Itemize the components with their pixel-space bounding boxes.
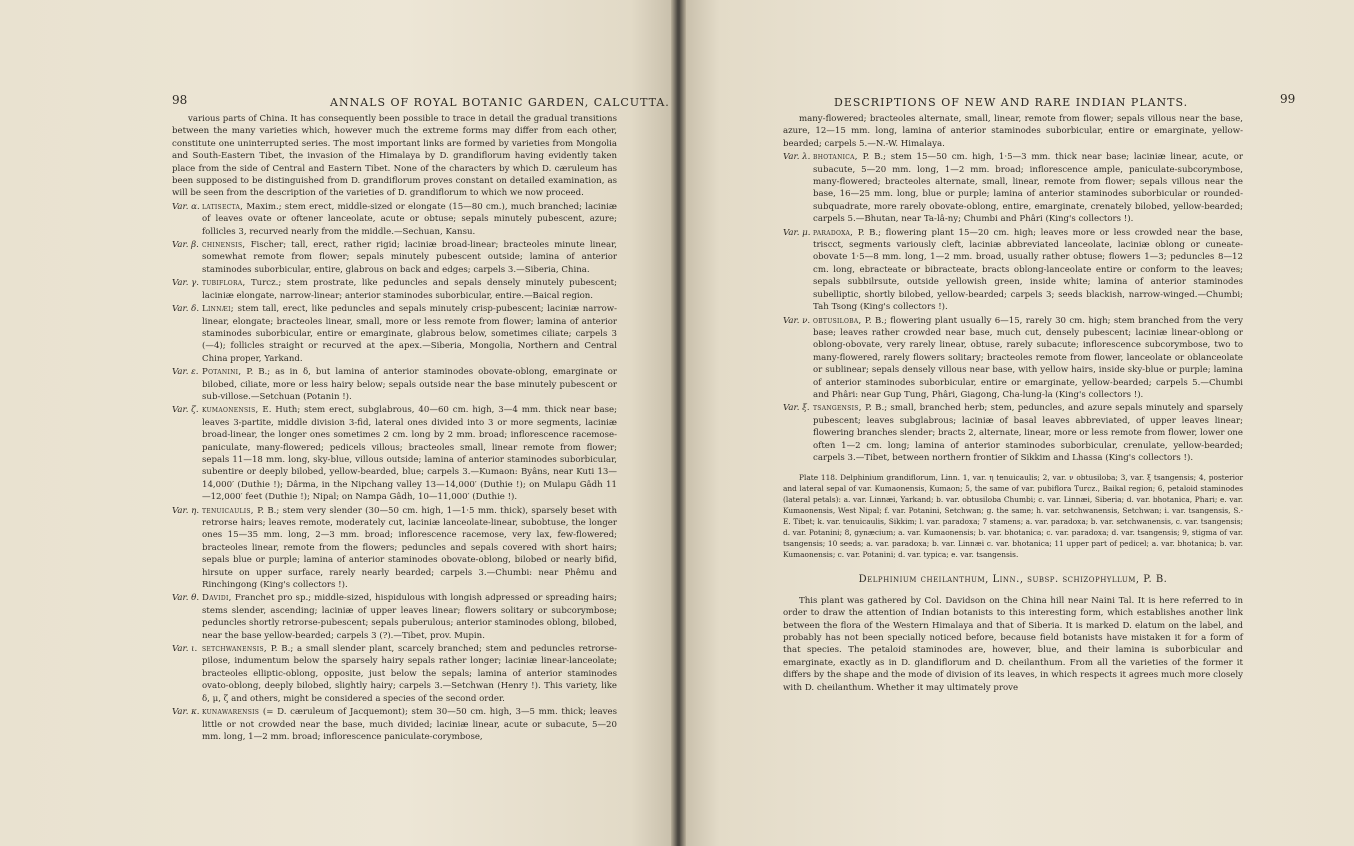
variety-label: Var. δ. [172,304,200,315]
variety-entry [172,592,617,642]
right-page-number: 99 [1280,92,1296,106]
variety-name: kunawarensis [202,707,260,718]
right-variety-list [783,151,1243,464]
variety-entry [172,277,617,302]
variety-text [202,239,617,276]
left-intro-paragraph: various parts of China. It has consequently been possible to trace in detail the gradual transitions between the many varieties which, however much the extreme forms may differ from each other, constitute one uninterrupted series. The most important links are formed by varieties from Mongolia and South-Eastern Tibet, the invasion of the Himalaya by D. grandiflorum having evidently taken place from the side of Central and Eastern Tibet. None of the characters by which D. cæruleum has been supposed to be distinguished from D. grandiflorum proves constant on detailed examination, as will be seen from the description of the varieties of D. grandiflorum to which we now proceed. [172,114,617,199]
variety-description: P. B.; flowering plant usually 6—15, rarely 30 cm. high; stem branched from the very base; leaves rather crowded near base, much cut, densely pubescent; laciniæ linear-oblong or oblong-obovate, very rarely linear, obtuse, rarely subacute; inflorescence subcorymbose, two to many-flowered, rarely flowers solitary; bracteoles remote from flower, lanceolate or oblanceolate or sublinear; sepals densely villous near base, with yellow hairs, inside sky-blue or purple; lamina of anterior staminodes suborbicular, entire or emarginate, yellow-bearded; carpels 5.—Chumbi and Phâri: near Gup Tung, Phâri, Giagong, Cha-lung-la (King's collectors !). [813,315,1243,400]
variety-name: Davidi, [202,593,232,604]
variety-name: tsangensis, [813,403,862,414]
variety-entry [172,404,617,503]
right-running-head: DESCRIPTIONS OF NEW AND RARE INDIAN PLANTS. [834,96,1189,109]
variety-text [813,315,1243,402]
variety-text [202,592,617,642]
variety-text [202,303,617,365]
variety-name: obtusiloba, [813,315,862,326]
variety-description: P. B.; a small slender plant, scarcely branched; stem and peduncles retrorse-pilose, indumentum below the sparsely hairy sepals rather longer; laciniæ linear-lanceolate; bracteoles elliptic-oblong, opposite, just below the sepals; lamina of anterior staminodes ovato-oblong, deeply bilobed, slightly hairy; carpels 3.—Setchwan (Henry !). This variety, like δ, μ, ζ and others, might be considered a species of the second order. [202,644,617,704]
variety-label: Var. ι. [172,644,198,655]
variety-text [202,706,617,743]
left-page-number: 98 [172,93,188,107]
variety-entry [783,227,1243,314]
variety-label: Var. β. [172,240,199,251]
left-text-column [172,113,617,743]
variety-description: P. B.; flowering plant 15—20 cm. high; leaves more or less crowded near the base, triscct, segments variously cleft, laciniæ abbreviated lanceolate, laciniæ oblong or cuneate-obovate 1·5—8 mm. long, 1—2 mm. broad, usually rather obtuse; flowers 1—3; peduncles 8—12 cm. long, ebracteate or bibracteate, bracts oblong-lanceolate entire or conform to the leaves; sepals subbilrsute, outside yellowish green, inside white; lamina of anterior staminodes subelliptic, shortly bilobed, yellow-bearded; carpels 3; seeds blackish, narrow-winged.—Chumbi; Tah Tsong (King's collectors !). [813,227,1243,313]
variety-label: Var. κ. [172,707,200,718]
variety-name: kumaonensis, [202,405,259,416]
variety-text [813,151,1243,225]
variety-text [202,201,617,238]
variety-name: setchwanensis, [202,644,267,655]
variety-entry [172,303,617,365]
variety-name: chinensis, [202,240,246,251]
variety-text [202,505,617,592]
variety-label: Var. γ. [172,278,200,289]
variety-name: tenuicaulis, [202,505,254,516]
variety-description: P. B.; stem 15—50 cm. high, 1·5—3 mm. thick near base; laciniæ linear, acute, or subacute, 5—20 mm. long, 1—2 mm. broad; inflorescence ample, paniculate-subcorymbose, many-flowered; bracteoles alternate, small, linear, remote from flower; sepals villous near the base, 16—25 mm. long, blue or purple; lamina of anterior staminodes suborbicular or rounded-subquadrate, more rarely obovate-oblong, entire, emarginate, crenately bilobed, yellow-bearded; carpels 5.—Bhutan, near Ta-lâ-ny; Chumbi and Phâri (King's collectors !). [813,152,1244,225]
variety-name: Potanini, [202,367,242,378]
variety-description: Maxim.; stem erect, middle-sized or elongate (15—80 cm.), much branched; laciniæ of leaves ovate or oftener lanceolate, acute or obtuse; sepals minutely pubescent, azure; follicles 3, recurved nearly from the middle.—Sechuan, Kansu. [202,201,618,237]
variety-text [202,277,617,302]
variety-label: Var. ε. [172,367,199,378]
plate-caption: Plate 118. Delphinium grandiflorum, Linn. 1, var. η tenuicaulis; 2, var. ν obtusiloba; 3, var. ξ tsangensis; 4, posterior and lateral sepal of var. Kumaonensis, Kumaon; 5, the same of var. pubiflora Turcz., Baikal region; 6, petaloid staminodes (lateral petals): a. var. Linnæi, Yarkand; b. var. obtusiloba Chumbi; c. var. Linnæi, Siberia; d. var. bhotanica, Phari; e. var. Kumaonensis, West Nipal; f. var. Potanini, Setchwan; g. the same; h. var. setchwanensis, Setchwan; i. var. tsangensis, S.-E. Tibet; k. var. tenuicaulis, Sikkim; l. var. paradoxa; 7 stamens; a. var. paradoxa; b. var. setchwanensis, c. var. tsangensis; d. var. Potanini; 8, gynæcium; a. var. Kumaonensis; b. var. bhotanica; c. var. paradoxa; d. var. tsangensis; 9, stigma of var. tsangensis; 10 seeds; a. var. paradoxa; b. var. Linnæi c. var. bhotanica; 11 upper part of pedicel; a. var. bhotanica; b. var. Kumaonensis; c. var. Potanini; d. var. typica; e. var. tsangensis. [783,473,1243,560]
variety-entry [172,239,617,276]
variety-name: paradoxa, [813,227,854,238]
variety-description: E. Huth; stem erect, subglabrous, 40—60 cm. high, 3—4 mm. thick near base; leaves 3-partite, middle division 3-fid, lateral ones divided into 3 or more segments, laciniæ broad-linear, the longer ones sometimes 2 cm. long by 2 mm. broad; inflorescence racemose-paniculate, many-flowered; pedicels villous; bracteoles small, linear remote from flower; sepals 11—18 mm. long, sky-blue, villous outside; lamina of anterior staminodes suborbicular, subentire or deeply bilobed, yellow-bearded, blue; carpels 3.—Kumaon: Byâns, near Kuti 13—14,000′ (Duthie !); Dârma, in the Nipchang valley 13—14,000′ (Duthie !); on Mulapu Gâdh 11—12,000′ feet (Duthie !); Nipal; on Nampa Gâdh, 10—11,000′ (Duthie !). [202,405,617,503]
right-text-column [783,113,1243,694]
variety-label: Var. α. [172,201,200,212]
right-page [686,0,1354,846]
variety-text [202,404,617,503]
variety-text [813,227,1243,314]
variety-description: P. B.; small, branched herb; stem, peduncles, and azure sepals minutely and sparsely pubescent; leaves subglabrous; laciniæ of basal leaves abbreviated, of upper leaves linear; flowering branches slender; bracts 2, alternate, linear, more or less remote from flower, lower one often 1—2 cm. long; lamina of anterior staminodes suborbicular, crenulate, yellow-bearded; carpels 3.—Tibet, between northern frontier of Sikkim and Lhassa (King's collectors !). [813,403,1243,463]
variety-label: Var. ξ. [783,403,810,414]
variety-entry [172,643,617,705]
variety-entry [783,151,1243,225]
variety-description: P. B.; as in δ, but lamina of anterior staminodes obovate-oblong, emarginate or bilobed, ciliate, more or less hairy below; sepals outside near the base minutely pubescent or sub-villose.—Setchuan (Potanin !). [202,367,617,402]
variety-name: Linnæi; [202,304,234,315]
variety-text [202,643,617,705]
variety-description: Franchet pro sp.; middle-sized, hispidulous with longish adpressed or spreading hairs; stems slender, ascending; laciniæ of upper leaves linear; flowers solitary or subcorymbose; peduncles shortly retrorse-pubescent; sepals puberulous; anterior staminodes oblong, bilobed, near the base yellow-bearded; carpels 3 (?).—Tibet, prov. Mupin. [202,593,617,641]
variety-label: Var. θ. [172,593,200,604]
variety-name: latisecta, [202,201,244,212]
variety-description: Fischer; tall, erect, rather rigid; laciniæ broad-linear; bracteoles minute linear, somewhat remote from flower; sepals minutely pubescent outside; lamina of anterior staminodes suborbicular, entire, glabrous on back and edges; carpels 3.—Siberia, China. [202,240,617,275]
variety-entry [783,315,1243,402]
left-running-head: ANNALS OF ROYAL BOTANIC GARDEN, CALCUTTA. [330,96,670,109]
variety-entry [172,505,617,592]
book-gutter [671,0,686,846]
variety-entry [783,402,1243,464]
left-page [0,0,671,846]
right-continuation-paragraph: many-flowered; bracteoles alternate, small, linear, remote from flower; sepals villous near the base, azure, 12—15 mm. long, lamina of anterior staminodes suborbicular, entire or emarginate, yellow-bearded; carpels 5.—N.-W. Himalaya. [783,114,1243,149]
variety-entry [172,706,617,743]
variety-name: tubiflora, [202,278,246,289]
variety-text [813,402,1243,464]
section-title: Delphinium cheilanthum, Linn., subsp. schizophyllum, P. B. [858,574,1168,586]
variety-text [202,366,617,403]
variety-label: Var. η. [172,505,200,516]
variety-description: (= D. cæruleum of Jacquemont); stem 30—50 cm. high, 3—5 mm. thick; leaves little or not crowded near the base, much divided; laciniæ linear, acute or subacute, 5—20 mm. long, 1—2 mm. broad; inflorescence paniculate-corymbose, [202,707,617,742]
variety-description: stem tall, erect, like peduncles and sepals minutely crisp-pubescent; laciniæ narrow-linear, elongate; bracteoles linear, small, more or less remote from flower; lamina of anterior staminodes suborbicular, entire or emarginate, glabrous below, sometimes ciliate; carpels 3 (—4); follicles straight or recurved at the apex.—Siberia, Mongolia, Northern and Central China proper, Yarkand. [202,304,617,364]
variety-description: Turcz.; stem prostrate, like peduncles and sepals densely minutely pubescent; laciniæ elongate, narrow-linear; anterior staminodes suborbicular, entire.—Baical region. [202,278,618,301]
variety-name: bhotanica, [813,152,858,163]
variety-label: Var. ν. [783,315,811,326]
variety-label: Var. λ. [783,152,811,163]
variety-entry [172,201,617,238]
left-variety-list [172,201,617,743]
variety-label: Var. μ. [783,227,811,238]
section-paragraph: This plant was gathered by Col. Davidson on the China hill near Naini Tal. It is here referred to in order to draw the attention of Indian botanists to this interesting form, which establishes another link between the flora of the Western Himalaya and that of Siberia. It is marked D. elatum on the label, and probably has not been specially noticed before, because field botanists have mistaken it for a form of that species. The petaloid staminodes are, however, blue, and their lamina is suborbicular and emarginate, exactly as in D. glandiflorum and D. cheilanthum. From all the varieties of the former it differs by the shape and the mode of division of its leaves, in which respects it agrees much more closely with D. cheilanthum. Whether it may ultimately prove [783,595,1243,693]
variety-description: P. B.; stem very slender (30—50 cm. high, 1—1·5 mm. thick), sparsely beset with retrorse hairs; leaves remote, moderately cut, laciniæ lanceolate-linear, subobtuse, the longer ones 15—35 mm. long, 2—3 mm. broad; inflorescence racemose, very lax, few-flowered; bracteoles linear, remote from the flowers; peduncles and sepals covered with short hairs; sepals blue or purple; lamina of anterior staminodes obovate-oblong, bilobed or nearly bifid, hirsute on upper surface, rarely nearly bearded; carpels 3.—Chumbi: near Phêmu and Rinchingong (King's collectors !). [202,505,618,591]
variety-entry [172,366,617,403]
variety-label: Var. ζ. [172,405,199,416]
